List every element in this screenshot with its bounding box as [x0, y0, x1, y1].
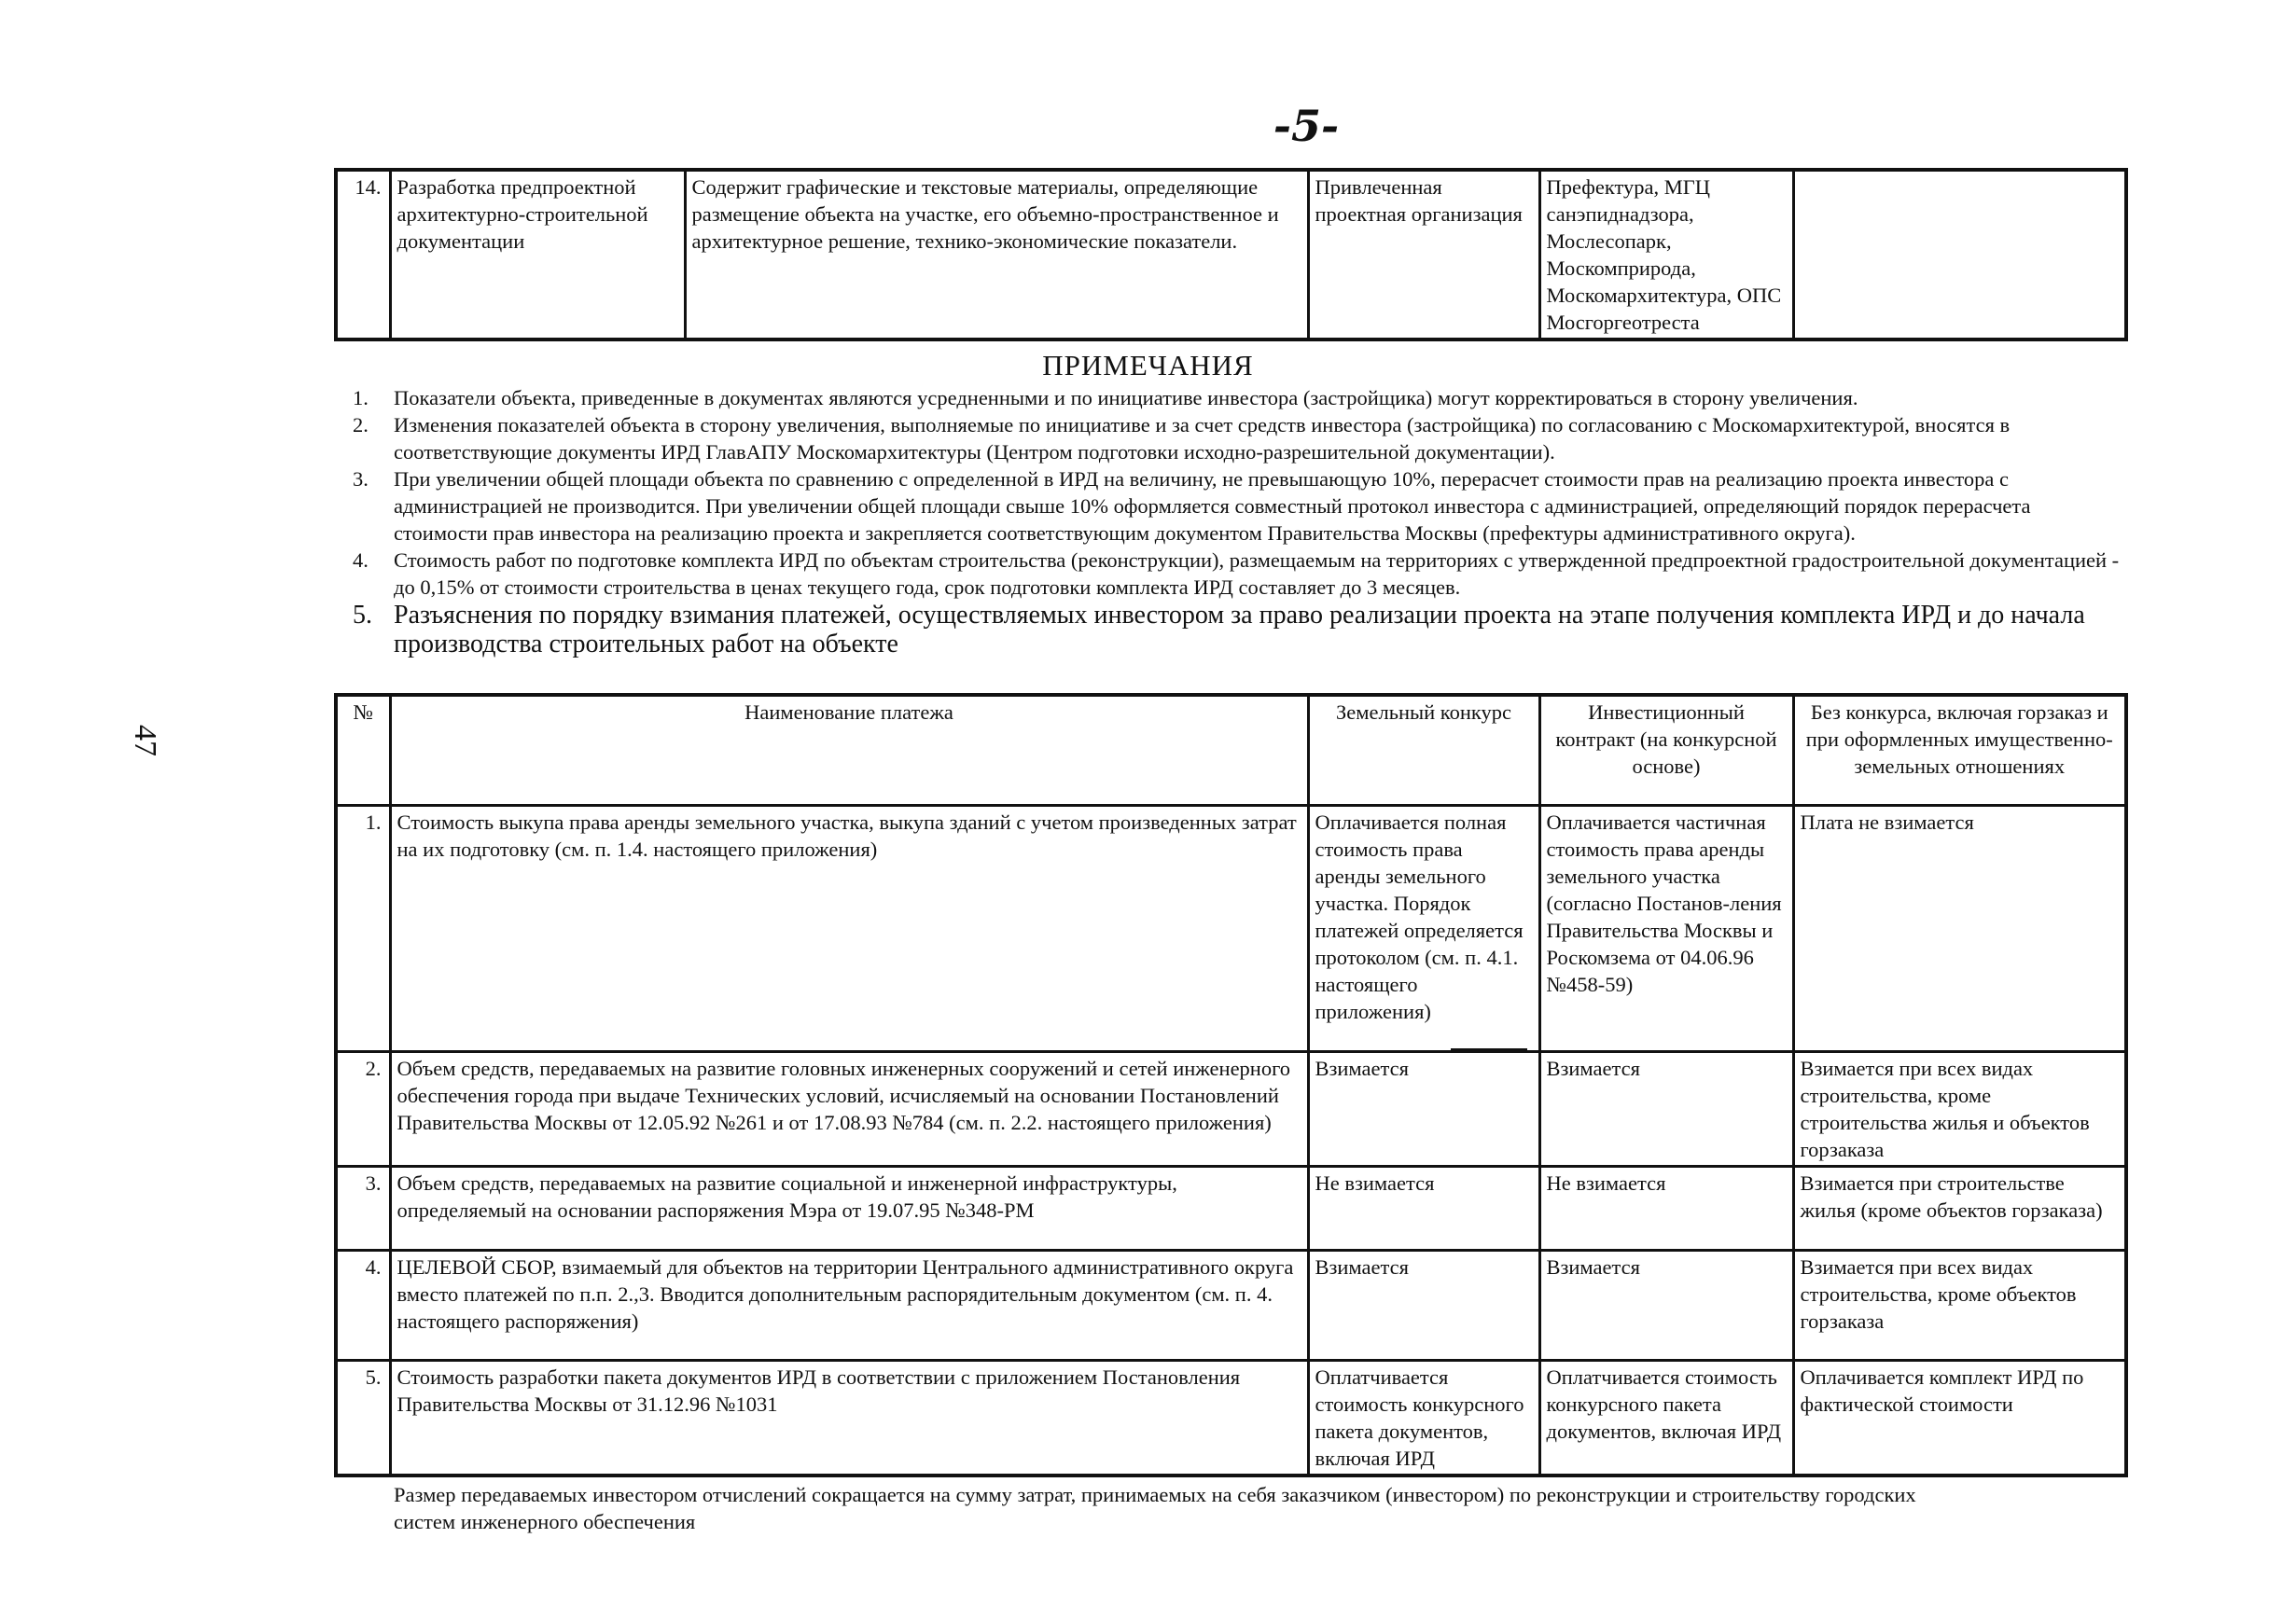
notes-list	[353, 384, 2125, 658]
note-item	[353, 384, 2125, 411]
row-number: 1.	[336, 805, 390, 1051]
payments-table	[334, 693, 2128, 1477]
table-row	[336, 1360, 2126, 1476]
item-description-cell: Содержит графические и текстовые материалы, определяющие размещение объекта на участке, его объемно-пространственное и архитектурное решение, технико-экономические показатели.	[685, 170, 1308, 339]
notes-title: ПРИМЕЧАНИЯ	[1042, 349, 1254, 381]
item-name-cell: Разработка предпроектной архитектурно-строительной документации	[390, 170, 685, 339]
table-row	[336, 805, 2126, 1051]
investment-contract-cell: Оплатчивается стоимость конкурсного пакета документов, включая ИРД	[1539, 1360, 1793, 1476]
table-header-row	[336, 695, 2126, 805]
land-tender-cell: Взимается	[1308, 1051, 1539, 1166]
note-number: 1.	[353, 386, 369, 409]
table-row	[336, 1166, 2126, 1250]
header-investment-contract: Инвестиционный контракт (на конкурсной основе)	[1539, 695, 1793, 805]
approval-cell: Префектура, МГЦ санэпиднадзора, Мослесопарк, Москомприрода, Москомархитектура, ОПС Мосгоргеотреста	[1539, 170, 1793, 339]
note-text: При увеличении общей площади объекта по сравнению с определенной в ИРД на величину, не превышающую 10%, перерасчет стоимости прав на реализацию проекта инвестора с администрацией не производится. При увеличении общей площади свыше 10% оформляется совместный протокол инвестора с администрацией, определяющий порядок перерасчета стоимости прав инвестора на реализацию проекта и закрепляется соответствующим документом Правительства Москвы (префектуры административного округа).	[394, 467, 2031, 545]
no-tender-cell: Взимается при всех видах строительства, кроме строительства жилья и объектов горзаказа	[1793, 1051, 2126, 1166]
row-number: 3.	[336, 1166, 390, 1250]
note-number: 3.	[353, 467, 369, 491]
extra-cell	[1793, 170, 2126, 339]
investment-contract-cell: Оплачивается частичная стоимость права аренды земельного участка (согласно Постанов-ления Правительства Москвы и Роскомзема от 04.06.96 №458-59)	[1539, 805, 1793, 1051]
page-number: -5-	[1273, 101, 1340, 151]
note-text: Изменения показателей объекта в сторону увеличения, выполняемые по инициативе и за счет средств инвестора (застройщика) по согласованию с Москомархитектурой, вносятся в соответствующие документы ИРД ГлавАПУ Москомархитектуры (Центром подготовки исходно-разрешительной документации).	[394, 413, 2011, 464]
investment-contract-cell: Взимается	[1539, 1250, 1793, 1360]
payment-name-cell: Стоимость разработки пакета документов ИРД в соответствии с приложением Постановления Правительства Москвы от 31.12.96 №1031	[390, 1360, 1308, 1476]
table-row	[336, 1250, 2126, 1360]
note-item	[353, 411, 2125, 465]
note-number: 2.	[353, 413, 369, 436]
note-item	[353, 465, 2125, 547]
note-text: Разъяснения по порядку взимания платежей, осуществляемых инвестором за право реализации проекта на этапе получения комплекта ИРД и до начала производства строительных работ на объекте	[394, 601, 2085, 658]
table-row	[336, 170, 2126, 339]
table-row	[336, 1051, 2126, 1166]
investment-contract-cell: Не взимается	[1539, 1166, 1793, 1250]
header-payment-name: Наименование платежа	[390, 695, 1308, 805]
row-number: 14.	[336, 170, 390, 339]
row-number: 5.	[336, 1360, 390, 1476]
note-number: 5.	[353, 601, 372, 630]
header-number: №	[336, 695, 390, 805]
header-no-tender: Без конкурса, включая горзаказ и при оформленных имущественно-земельных отношениях	[1793, 695, 2126, 805]
investment-contract-cell: Взимается	[1539, 1051, 1793, 1166]
no-tender-cell: Взимается при всех видах строительства, кроме объектов горзаказа	[1793, 1250, 2126, 1360]
payment-name-cell: Объем средств, передаваемых на развитие головных инженерных сооружений и сетей инженерного обеспечения города при выдаче Технических условий, исчисляемый на основании Постановлений Правительства Москвы от 12.05.92 №261 и от 17.08.93 №784 (см. п. 2.2. настоящего приложения)	[390, 1051, 1308, 1166]
row-number: 4.	[336, 1250, 390, 1360]
side-page-number: 47	[128, 725, 162, 756]
land-tender-cell: Взимается	[1308, 1250, 1539, 1360]
payment-name-cell: Стоимость выкупа права аренды земельного участка, выкупа зданий с учетом произведенных затрат на их подготовку (см. п. 1.4. настоящего приложения)	[390, 805, 1308, 1051]
header-land-tender: Земельный конкурс	[1308, 695, 1539, 805]
no-tender-cell: Взимается при строительстве жилья (кроме объектов горзаказа)	[1793, 1166, 2126, 1250]
ird-items-table	[334, 168, 2128, 341]
footer-note: Размер передаваемых инвестором отчислений сокращается на сумму затрат, принимаемых на себя заказчиком (инвестором) по реконструкции и строительству городских систем инженерного обеспечения	[394, 1483, 1916, 1533]
note-item	[353, 547, 2125, 601]
row-number: 2.	[336, 1051, 390, 1166]
no-tender-cell: Плата не взимается	[1793, 805, 2126, 1051]
land-tender-cell: Оплатчивается стоимость конкурсного пакета документов, включая ИРД	[1308, 1360, 1539, 1476]
land-tender-cell: Оплачивается полная стоимость права аренды земельного участка. Порядок платежей определяется протоколом (см. п. 4.1. настоящего приложения)	[1308, 805, 1539, 1051]
land-tender-cell: Не взимается	[1308, 1166, 1539, 1250]
no-tender-cell: Оплачивается комплект ИРД по фактической стоимости	[1793, 1360, 2126, 1476]
executor-cell: Привлеченная проектная организация	[1308, 170, 1539, 339]
note-text: Показатели объекта, приведенные в документах являются усредненными и по инициативе инвестора (застройщика) могут корректироваться в сторону увеличения.	[394, 386, 1858, 409]
note-number: 4.	[353, 548, 369, 572]
payment-name-cell: Объем средств, передаваемых на развитие социальной и инженерной инфраструктуры, определяемый на основании распоряжения Мэра от 19.07.95 №348-РМ	[390, 1166, 1308, 1250]
payment-name-cell: ЦЕЛЕВОЙ СБОР, взимаемый для объектов на территории Центрального административного округа вместо платежей по п.п. 2.,3. Вводится дополнительным распорядительным документом (см. п. 4. настоящего распоряжения)	[390, 1250, 1308, 1360]
handwritten-underline-mark	[1451, 1048, 1527, 1051]
note-item	[353, 601, 2125, 658]
note-text: Стоимость работ по подготовке комплекта ИРД по объектам строительства (реконструкции), размещаемым на территориях с утвержденной предпроектной градостроительной документацией - до 0,15% от стоимости строительства в ценах текущего года, срок подготовки комплекта ИРД составляет до 3 месяцев.	[394, 548, 2120, 599]
